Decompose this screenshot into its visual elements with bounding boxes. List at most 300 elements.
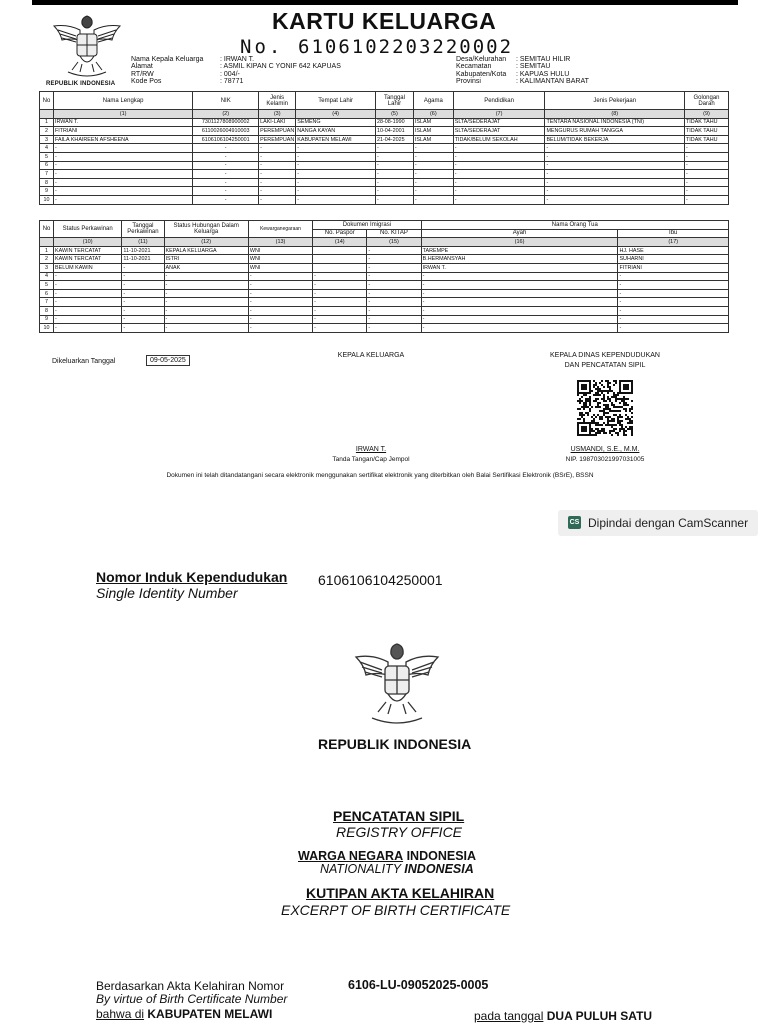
label-kecamatan: Kecamatan xyxy=(456,63,492,71)
nationality-line-en xyxy=(320,862,474,876)
table-cell: - xyxy=(313,315,367,324)
table-cell: - xyxy=(122,298,164,307)
table-cell: - xyxy=(259,161,296,170)
col-header: Dokumen Imigrasi xyxy=(313,221,421,230)
table-cell: 7 xyxy=(40,170,54,179)
table-cell: NANGA KAYAN xyxy=(296,127,376,136)
table-cell: - xyxy=(413,187,453,196)
table-cell: - xyxy=(54,272,122,281)
table-row xyxy=(40,281,729,290)
col-header: No. Paspor xyxy=(313,229,367,238)
table-cell: - xyxy=(54,306,122,315)
table-cell: 6110026004910003 xyxy=(193,127,259,136)
table-cell: 6106106104250001 xyxy=(193,135,259,144)
table-cell: TAREMPE xyxy=(421,246,618,255)
table-cell: - xyxy=(685,152,729,161)
table-cell: FAILA KHAIREEN AFSHEENA xyxy=(53,135,192,144)
table-cell: - xyxy=(376,144,414,153)
table-cell: - xyxy=(53,178,192,187)
excerpt-title-en: EXCERPT OF BIRTH CERTIFICATE xyxy=(281,902,511,918)
table-cell: - xyxy=(122,306,164,315)
table-cell: 21-04-2025 xyxy=(376,135,414,144)
column-number: (1) xyxy=(53,110,192,119)
table-cell: - xyxy=(248,272,312,281)
table-cell: TIDAK TAHU xyxy=(685,135,729,144)
table-cell: - xyxy=(685,178,729,187)
table-cell: - xyxy=(53,152,192,161)
table-cell: - xyxy=(453,170,545,179)
col-header: Ibu xyxy=(618,229,729,238)
column-number xyxy=(40,238,54,247)
table-cell: 11-10-2021 xyxy=(122,255,164,264)
table-cell: - xyxy=(164,324,248,333)
table-cell: SEMENG xyxy=(296,118,376,127)
nationality-value: INDONESIA xyxy=(406,849,477,863)
table-cell: - xyxy=(376,152,414,161)
table-cell: - xyxy=(248,315,312,324)
table-cell: 10 xyxy=(40,195,54,204)
camscanner-badge xyxy=(558,510,758,536)
table-cell: - xyxy=(313,324,367,333)
value-kepala-keluarga: : IRWAN T. xyxy=(220,56,255,63)
table-cell: - xyxy=(164,272,248,281)
table-cell: - xyxy=(259,144,296,153)
table-cell: ANAK xyxy=(164,263,248,272)
table-cell: - xyxy=(259,178,296,187)
column-number: (14) xyxy=(313,238,367,247)
header-left-labels xyxy=(131,56,203,86)
table-cell: - xyxy=(193,144,259,153)
table-row xyxy=(40,135,729,144)
table-row xyxy=(40,152,729,161)
table-row xyxy=(40,306,729,315)
table-cell: - xyxy=(296,170,376,179)
table-cell: WNI xyxy=(248,263,312,272)
table-cell: - xyxy=(53,161,192,170)
header-right-values xyxy=(516,56,589,86)
table-cell: - xyxy=(367,298,421,307)
table-cell: - xyxy=(618,289,729,298)
label-kodepos: Kode Pos xyxy=(131,78,162,86)
table-cell: - xyxy=(313,272,367,281)
label-kabupaten: Kabupaten/Kota xyxy=(456,70,507,78)
table-row xyxy=(40,195,729,204)
column-number xyxy=(40,110,54,119)
col-header: Nama Lengkap xyxy=(53,92,192,110)
table-cell: 5 xyxy=(40,152,54,161)
table-cell: - xyxy=(193,152,259,161)
qr-code-icon xyxy=(577,380,633,436)
table-cell: - xyxy=(376,178,414,187)
table-cell: - xyxy=(313,289,367,298)
table-cell: - xyxy=(545,144,685,153)
table-cell: - xyxy=(53,187,192,196)
table-cell: TIDAK/BELUM SEKOLAH xyxy=(453,135,545,144)
table-cell: - xyxy=(376,170,414,179)
certificate-number-label: Berdasarkan Akta Kelahiran Nomor xyxy=(96,979,285,993)
column-number: (13) xyxy=(248,238,312,247)
table-cell: FITRIANI xyxy=(618,263,729,272)
table-cell: - xyxy=(313,281,367,290)
table-row xyxy=(40,170,729,179)
table-cell: IRWAN T. xyxy=(421,263,618,272)
table-cell: 4 xyxy=(40,272,54,281)
table-row xyxy=(40,246,729,255)
col-header: Golongan Darah xyxy=(685,92,729,110)
table-row xyxy=(40,315,729,324)
col-header: Agama xyxy=(413,92,453,110)
table-cell: - xyxy=(367,246,421,255)
table-cell: KEPALA KELUARGA xyxy=(164,246,248,255)
col-header: Tempat Lahir xyxy=(296,92,376,110)
col-header: Jenis Kelamin xyxy=(259,92,296,110)
table-cell: - xyxy=(53,144,192,153)
table-cell: - xyxy=(545,170,685,179)
table-cell: - xyxy=(367,255,421,264)
table-cell: - xyxy=(193,170,259,179)
kepala-dinas-title-1: KEPALA DINAS KEPENDUDUKAN xyxy=(550,352,660,359)
table-cell: - xyxy=(421,281,618,290)
table-cell: KABUPATEN MELAWI xyxy=(296,135,376,144)
table-row xyxy=(40,289,729,298)
table-cell: 6 xyxy=(40,289,54,298)
table-cell: - xyxy=(367,281,421,290)
table-cell: - xyxy=(313,306,367,315)
column-number: (6) xyxy=(413,110,453,119)
birth-certificate-section xyxy=(0,540,768,1024)
table-cell: - xyxy=(53,195,192,204)
issued-date: 09-05-2025 xyxy=(146,355,190,366)
label-desa: Desa/Kelurahan xyxy=(456,56,507,63)
table-cell: KAWIN TERCATAT xyxy=(54,246,122,255)
table-cell xyxy=(313,263,367,272)
garuda-emblem-icon xyxy=(352,638,442,730)
table-cell: - xyxy=(453,187,545,196)
table-cell: - xyxy=(248,306,312,315)
table-cell: - xyxy=(685,195,729,204)
table-cell: - xyxy=(453,144,545,153)
col-header: Kewarganegaraan xyxy=(248,221,312,238)
value-provinsi: : KALIMANTAN BARAT xyxy=(516,78,589,86)
table-cell: SLTA/SEDERAJAT xyxy=(453,118,545,127)
table-cell: LAKI-LAKI xyxy=(259,118,296,127)
table-cell: - xyxy=(421,315,618,324)
table-cell: - xyxy=(296,178,376,187)
nationality-label: WARGA NEGARA xyxy=(298,849,404,863)
table-cell: B.HERMANSYAH xyxy=(421,255,618,264)
table-cell: 1 xyxy=(40,246,54,255)
nationality-line xyxy=(298,849,476,863)
table-cell: - xyxy=(453,195,545,204)
table-row xyxy=(40,263,729,272)
header-left-values xyxy=(220,56,341,86)
table-cell: ISLAM xyxy=(413,135,453,144)
table-cell: - xyxy=(421,289,618,298)
table-cell: - xyxy=(413,195,453,204)
header-right-labels xyxy=(456,56,506,86)
kartu-keluarga-section xyxy=(0,0,768,500)
table-cell: ISLAM xyxy=(413,127,453,136)
value-kecamatan: : SEMITAU xyxy=(516,63,551,71)
table-cell: - xyxy=(367,289,421,298)
table-cell: 8 xyxy=(40,306,54,315)
kepala-keluarga-name: IRWAN T. xyxy=(355,446,387,453)
table-cell: - xyxy=(685,187,729,196)
table-cell: PEREMPUAN xyxy=(260,127,295,134)
nik-value: 6106106104250001 xyxy=(318,572,443,588)
table-cell: - xyxy=(296,187,376,196)
table-cell: - xyxy=(618,272,729,281)
table-cell: - xyxy=(54,289,122,298)
table-cell: SUHARNI xyxy=(618,255,729,264)
column-number: (5) xyxy=(376,110,414,119)
birth-place-value: KABUPATEN MELAWI xyxy=(147,1007,273,1021)
table-cell: - xyxy=(453,152,545,161)
table-cell: KAWIN TERCATAT xyxy=(54,255,122,264)
table-cell: 9 xyxy=(40,187,54,196)
table-cell: - xyxy=(421,306,618,315)
table-cell: HJ. HASE xyxy=(618,246,729,255)
table-cell: - xyxy=(248,324,312,333)
column-number: (8) xyxy=(545,110,685,119)
birth-date-label: pada tanggal xyxy=(474,1009,544,1023)
table-cell: 7301127808900002 xyxy=(193,118,259,127)
table-cell: - xyxy=(164,289,248,298)
table-cell: - xyxy=(259,187,296,196)
emblem-caption: REPUBLIK INDONESIA xyxy=(46,81,116,87)
table-cell: 10 xyxy=(40,324,54,333)
table-cell: - xyxy=(248,289,312,298)
table-cell: TENTARA NASIONAL INDONESIA (TNI) xyxy=(545,118,685,127)
kepala-dinas-nip: NIP. 198703021997031005 xyxy=(565,456,645,463)
table-cell: - xyxy=(367,306,421,315)
table-cell: - xyxy=(54,281,122,290)
table-row xyxy=(40,272,729,281)
table-cell: ISTRI xyxy=(164,255,248,264)
table-cell: 6 xyxy=(40,161,54,170)
table-cell: - xyxy=(122,315,164,324)
table-cell: - xyxy=(193,161,259,170)
table-row xyxy=(40,255,729,264)
table-cell: - xyxy=(421,324,618,333)
registry-office: PENCATATAN SIPIL xyxy=(333,808,465,824)
camscanner-icon: CS xyxy=(568,516,581,529)
table-cell: 1 xyxy=(40,118,54,127)
table-cell: - xyxy=(413,152,453,161)
table-row xyxy=(40,118,729,127)
table-cell: IRWAN T. xyxy=(53,118,192,127)
kk-number-label: No. xyxy=(240,36,284,58)
registry-office-en: REGISTRY OFFICE xyxy=(336,824,463,840)
table-cell: - xyxy=(618,324,729,333)
table-cell: - xyxy=(259,170,296,179)
certificate-number-value: 6106-LU-09052025-0005 xyxy=(348,978,489,992)
table-cell: - xyxy=(259,195,296,204)
table-cell: - xyxy=(122,272,164,281)
table-cell: - xyxy=(453,161,545,170)
col-header: Tanggal Lahir xyxy=(376,92,414,110)
table-row xyxy=(40,127,729,136)
nik-label-en: Single Identity Number xyxy=(96,585,238,601)
kepala-dinas-title-2: DAN PENCATATAN SIPIL xyxy=(564,362,646,369)
table-cell: - xyxy=(685,161,729,170)
table-cell: WNI xyxy=(248,255,312,264)
table-cell: - xyxy=(376,195,414,204)
table-cell: BELUM/TIDAK BEKERJA xyxy=(545,135,685,144)
table-cell: - xyxy=(122,324,164,333)
table-cell: - xyxy=(685,170,729,179)
table-cell: - xyxy=(296,195,376,204)
table-cell: 5 xyxy=(40,281,54,290)
table-cell: - xyxy=(122,289,164,298)
nationality-value-en: INDONESIA xyxy=(404,862,474,876)
column-number: (10) xyxy=(54,238,122,247)
table-cell: - xyxy=(545,178,685,187)
value-alamat: : ASMIL KIPAN C YONIF 642 KAPUAS xyxy=(220,63,341,71)
table-cell: - xyxy=(413,178,453,187)
table-cell: - xyxy=(248,281,312,290)
table-cell: - xyxy=(164,298,248,307)
value-rtrw: : 004/- xyxy=(220,70,240,78)
table-cell: - xyxy=(367,263,421,272)
table-cell: - xyxy=(545,195,685,204)
col-header: No xyxy=(40,221,54,238)
column-number: (15) xyxy=(367,238,421,247)
certificate-number-label-en: By virtue of Birth Certificate Number xyxy=(96,992,288,1006)
table-cell: TIDAK TAHU xyxy=(685,127,729,136)
column-number: (7) xyxy=(453,110,545,119)
column-number: (4) xyxy=(296,110,376,119)
table-cell: - xyxy=(54,315,122,324)
col-header: No xyxy=(40,92,54,110)
table-cell: - xyxy=(367,272,421,281)
table-cell: 4 xyxy=(40,144,54,153)
table-cell: FITRIANI xyxy=(53,127,192,136)
table-cell: - xyxy=(193,178,259,187)
garuda-emblem-icon xyxy=(50,12,124,82)
col-header: Status Hubungan Dalam Keluarga xyxy=(164,221,248,238)
republic-title: REPUBLIK INDONESIA xyxy=(318,736,472,752)
col-header: No. KITAP xyxy=(367,229,421,238)
table-cell: - xyxy=(54,324,122,333)
table-cell: - xyxy=(367,315,421,324)
kepala-keluarga-title: KEPALA KELUARGA xyxy=(337,352,405,359)
column-number-row xyxy=(40,110,729,119)
column-number: (3) xyxy=(259,110,296,119)
table-row xyxy=(40,178,729,187)
table-cell: 3 xyxy=(40,135,54,144)
label-alamat: Alamat xyxy=(131,63,153,71)
table-cell: 7 xyxy=(40,298,54,307)
table-cell: 2 xyxy=(40,127,54,136)
table-cell: - xyxy=(296,152,376,161)
table-cell: MENGURUS RUMAH TANGGA xyxy=(545,127,685,136)
col-header: Jenis Pekerjaan xyxy=(545,92,685,110)
table-row xyxy=(40,144,729,153)
table-row xyxy=(40,187,729,196)
column-number: (16) xyxy=(421,238,618,247)
table-cell: - xyxy=(618,306,729,315)
table-cell: - xyxy=(193,187,259,196)
table-cell: PEREMPUAN xyxy=(260,136,295,143)
column-number: (9) xyxy=(685,110,729,119)
table-cell: - xyxy=(193,195,259,204)
electronic-signature-note: Dokumen ini telah ditandatangani secara elektronik menggunakan sertifikat elektronik yang diterbitkan oleh Balai Sertifikasi Elektronik (BSrE), BSSN xyxy=(166,472,594,479)
col-header: Status Perkawinan xyxy=(54,221,122,238)
camscanner-label: Dipindai dengan CamScanner xyxy=(588,516,749,530)
table-cell: - xyxy=(545,187,685,196)
table-cell: - xyxy=(413,161,453,170)
table-cell: - xyxy=(296,161,376,170)
kepala-dinas-name: USMANDI, S.E., M.M. xyxy=(570,446,640,453)
table-row xyxy=(40,298,729,307)
birth-date-line xyxy=(474,1009,652,1023)
column-number: (12) xyxy=(164,238,248,247)
family-members-table xyxy=(39,91,729,205)
col-header: Pendidikan xyxy=(453,92,545,110)
table-cell: - xyxy=(421,272,618,281)
table-cell: - xyxy=(164,315,248,324)
table-cell xyxy=(313,255,367,264)
table-cell: - xyxy=(618,315,729,324)
table-cell: - xyxy=(376,187,414,196)
table-cell: - xyxy=(376,161,414,170)
excerpt-title: KUTIPAN AKTA KELAHIRAN xyxy=(306,885,495,901)
table-cell: 28-08-1990 xyxy=(376,118,414,127)
table-cell: - xyxy=(296,144,376,153)
table-row xyxy=(40,161,729,170)
table-cell: 2 xyxy=(40,255,54,264)
column-number-row xyxy=(40,238,729,247)
nik-label: Nomor Induk Kependudukan xyxy=(96,569,288,585)
table-cell: - xyxy=(122,281,164,290)
birth-place-line xyxy=(96,1007,272,1021)
col-header: Tanggal Perkawinan xyxy=(122,221,164,238)
column-number: (2) xyxy=(193,110,259,119)
table-cell: 3 xyxy=(40,263,54,272)
table-cell: - xyxy=(685,144,729,153)
table-cell: - xyxy=(413,170,453,179)
table-cell: - xyxy=(453,178,545,187)
label-provinsi: Provinsi xyxy=(456,78,481,86)
table-cell: - xyxy=(54,298,122,307)
table-cell: TIDAK TAHU xyxy=(685,118,729,127)
table-cell: - xyxy=(618,281,729,290)
table-cell: - xyxy=(259,152,296,161)
column-number: (17) xyxy=(618,238,729,247)
label-rtrw: RT/RW xyxy=(131,70,154,78)
signature-caption: Tanda Tangan/Cap Jempol xyxy=(332,456,410,463)
table-cell: - xyxy=(545,152,685,161)
table-cell: - xyxy=(313,298,367,307)
document-title: KARTU KELUARGA xyxy=(272,8,497,34)
table-cell: - xyxy=(122,263,164,272)
table-cell: - xyxy=(618,298,729,307)
table-cell: - xyxy=(53,170,192,179)
table-cell: 9 xyxy=(40,315,54,324)
table-cell: WNI xyxy=(248,246,312,255)
table-cell: 8 xyxy=(40,178,54,187)
civil-status-table xyxy=(39,220,729,333)
birth-place-label: bahwa di xyxy=(96,1007,145,1021)
value-kabupaten: : KAPUAS HULU xyxy=(516,70,570,78)
col-header: NIK xyxy=(193,92,259,110)
table-cell: - xyxy=(164,306,248,315)
kk-number: 6106102203220002 xyxy=(298,36,514,58)
table-cell: - xyxy=(545,161,685,170)
table-cell: - xyxy=(248,298,312,307)
table-cell: SLTA/SEDERAJAT xyxy=(453,127,545,136)
